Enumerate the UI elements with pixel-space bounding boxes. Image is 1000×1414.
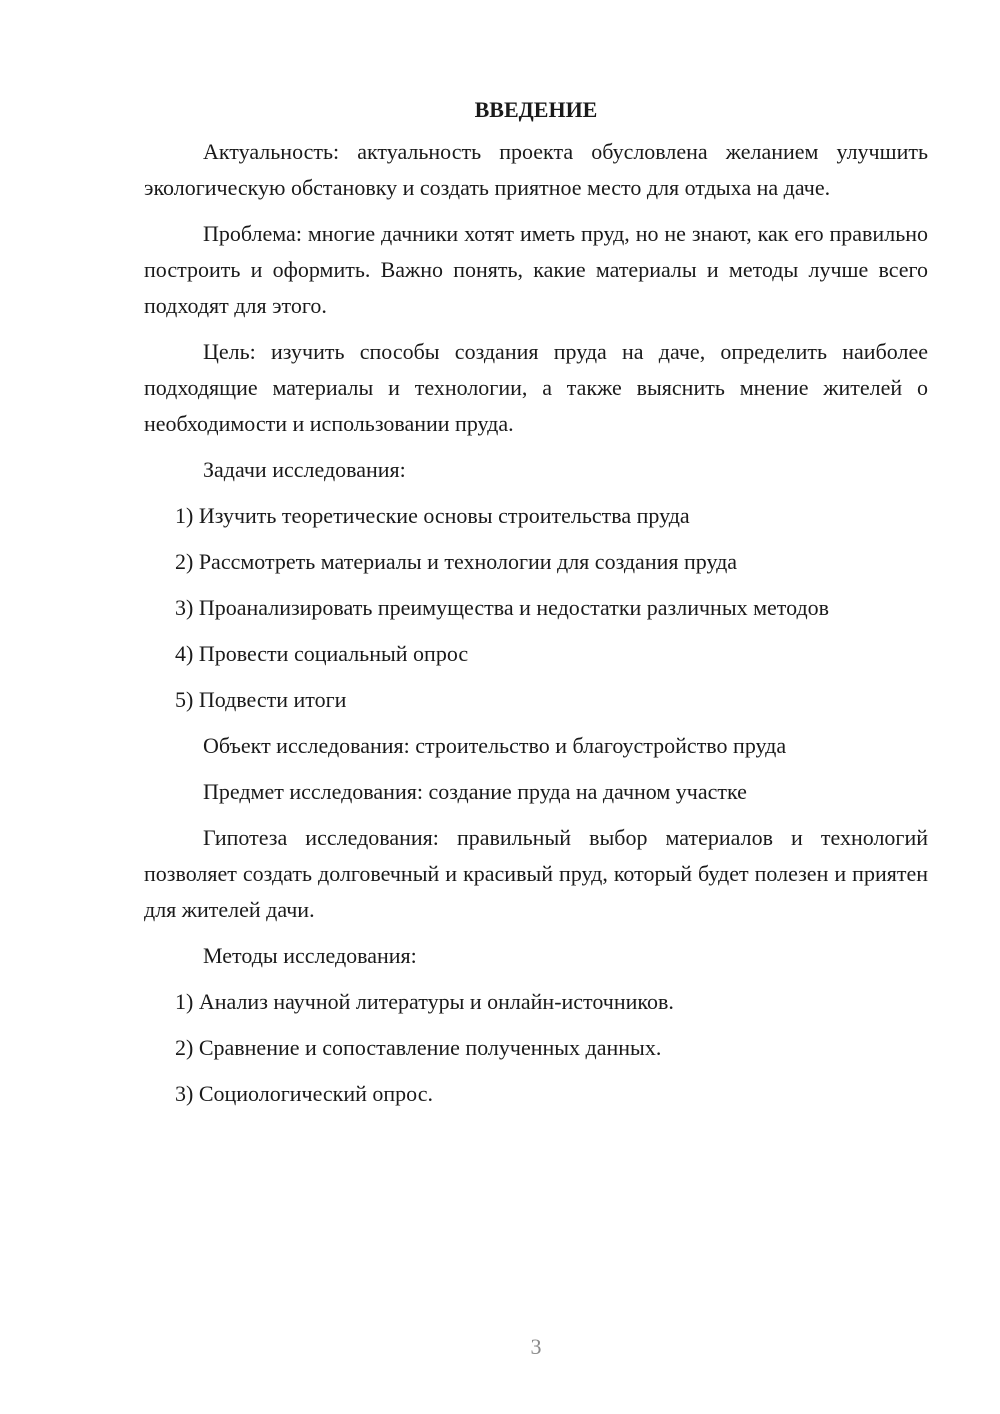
page-content [144, 92, 928, 1122]
list-item: 4) Провести социальный опрос [175, 641, 469, 666]
hypothesis-paragraph: Гипотеза исследования: правильный выбор материалов и технологий позволяет создать долговечный и красивый пруд, который будет полезен и приятен для жителей дачи. [144, 825, 928, 922]
list-item: 3) Социологический опрос. [175, 1081, 433, 1106]
goal-paragraph: Цель: изучить способы создания пруда на даче, определить наиболее подходящие материалы и технологии, а также выяснить мнение жителей о необходимости и использовании пруда. [144, 339, 928, 436]
object-line: Объект исследования: строительство и благоустройство пруда [203, 733, 787, 758]
list-item: 2) Сравнение и сопоставление полученных данных. [175, 1035, 662, 1060]
list-item: 3) Проанализировать преимущества и недостатки различных методов [175, 595, 830, 620]
page-number: 3 [530, 1334, 542, 1359]
list-item: 5) Подвести итоги [175, 687, 347, 712]
list-item: 1) Изучить теоретические основы строительства пруда [175, 503, 690, 528]
tasks-list [144, 498, 928, 718]
methods-heading: Методы исследования: [203, 943, 417, 968]
problem-paragraph: Проблема: многие дачники хотят иметь пруд, но не знают, как его правильно построить и оформить. Важно понять, какие материалы и методы лучше всего подходят для этого. [144, 221, 928, 318]
relevance-paragraph: Актуальность: актуальность проекта обусловлена желанием улучшить экологическую обстановку и создать приятное место для отдыха на даче. [144, 139, 928, 200]
section-title: ВВЕДЕНИЕ [474, 97, 598, 122]
subject-line: Предмет исследования: создание пруда на дачном участке [203, 779, 747, 804]
methods-list [144, 984, 928, 1112]
list-item: 2) Рассмотреть материалы и технологии для создания пруда [175, 549, 738, 574]
list-item: 1) Анализ научной литературы и онлайн-источников. [175, 989, 674, 1014]
tasks-heading: Задачи исследования: [203, 457, 406, 482]
